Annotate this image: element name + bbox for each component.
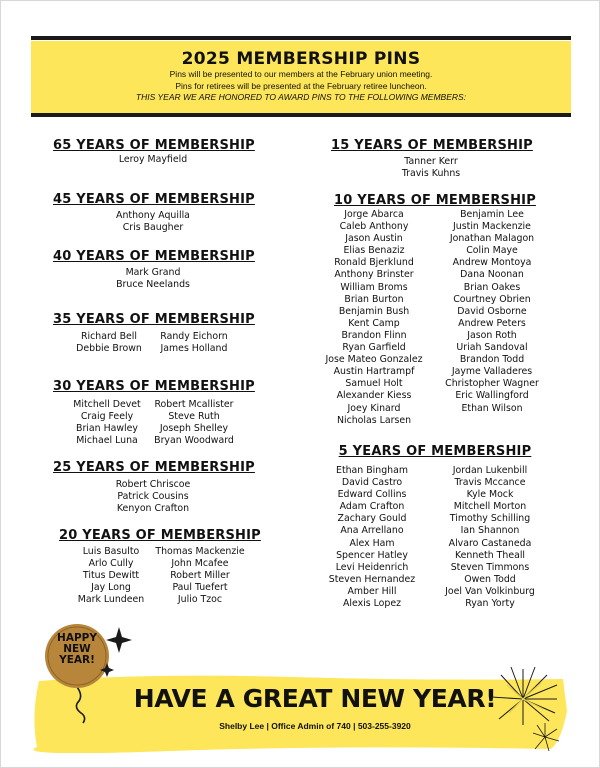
name-list	[53, 154, 253, 166]
member-name: Timothy Schilling	[449, 513, 531, 525]
member-name: Michael Luna	[76, 435, 138, 447]
member-name: Thomas Mackenzie	[155, 546, 245, 557]
member-name: Bruce Neelands	[116, 279, 190, 291]
member-name: Patrick Cousins	[117, 491, 189, 503]
section-45-years	[53, 192, 253, 234]
member-name: Levi Heidenrich	[335, 561, 409, 573]
section-5-years	[317, 444, 553, 610]
section-title: 65 YEARS OF MEMBERSHIP	[53, 138, 255, 153]
name-list	[53, 267, 253, 291]
member-name: Elias Benaziz	[343, 245, 405, 257]
member-name: Paul Tuefert	[172, 582, 228, 594]
member-name: Robert Chriscoe	[115, 479, 191, 490]
member-name: Kyle Mock	[466, 489, 514, 501]
header-banner	[31, 41, 571, 113]
header-bottom-rule	[31, 113, 571, 117]
member-name: Ana Arrellano	[340, 525, 404, 537]
member-name: Steven Hernandez	[328, 573, 416, 585]
section-title: 30 YEARS OF MEMBERSHIP	[53, 379, 255, 394]
member-name: David Castro	[341, 477, 403, 489]
section-title: 10 YEARS OF MEMBERSHIP	[334, 193, 536, 208]
badge-line-1: HAPPY	[57, 632, 97, 644]
member-name: Christopher Wagner	[445, 378, 539, 390]
member-name: Joey Kinard	[347, 402, 401, 414]
member-name: Nicholas Larsen	[336, 414, 412, 426]
section-title: 25 YEARS OF MEMBERSHIP	[53, 460, 255, 475]
member-name: Andrew Peters	[458, 317, 526, 329]
member-name: James Holland	[160, 343, 228, 355]
name-columns	[53, 331, 253, 355]
header-line-1: Pins will be presented to our members at the February union meeting.	[169, 69, 433, 79]
name-column-2	[150, 331, 238, 355]
member-name: Mark Grand	[125, 267, 181, 278]
member-name: Luis Basulto	[82, 546, 140, 557]
member-name: Bryan Woodward	[154, 435, 234, 447]
header-line-3: THIS YEAR WE ARE HONORED TO AWARD PINS TO THE FOLLOWING MEMBERS:	[135, 92, 467, 102]
member-name: Alexander Kiess	[336, 390, 412, 402]
member-name: Benjamin Lee	[460, 209, 524, 220]
member-name: David Osborne	[457, 305, 527, 317]
member-name: Cris Baugher	[122, 222, 184, 234]
section-title: 40 YEARS OF MEMBERSHIP	[53, 249, 255, 264]
member-name: Owen Todd	[464, 573, 516, 585]
member-name: Austin Hartrampf	[333, 366, 415, 378]
member-name: Travis Mccance	[454, 477, 526, 489]
member-name: Courtney Obrien	[453, 293, 531, 305]
member-name: Robert Miller	[170, 570, 230, 582]
member-name: Samuel Holt	[345, 378, 403, 390]
name-column-1	[317, 465, 427, 610]
member-name: Adam Crafton	[339, 501, 405, 513]
member-name: Alex Ham	[349, 537, 395, 549]
member-name: Brandon Flinn	[341, 329, 407, 341]
member-name: Mitchell Devet	[73, 399, 141, 410]
member-name: Ethan Wilson	[461, 402, 523, 414]
section-30-years	[53, 379, 253, 447]
member-name: Dana Noonan	[460, 269, 524, 281]
fireworks-icon	[483, 663, 565, 753]
name-list	[331, 156, 531, 180]
member-name: Alexis Lopez	[342, 598, 402, 610]
member-name: Amber Hill	[347, 585, 397, 597]
member-name: Brian Oakes	[463, 281, 521, 293]
name-list	[53, 210, 253, 234]
member-name: Justin Mackenzie	[453, 221, 531, 233]
section-15-years	[331, 138, 531, 180]
member-name: Mark Lundeen	[77, 594, 145, 606]
member-name: Jason Austin	[345, 233, 403, 245]
footer-title: HAVE A GREAT NEW YEAR!	[133, 684, 497, 713]
member-name: Mitchell Morton	[453, 501, 527, 513]
member-name: Brian Burton	[344, 293, 404, 305]
member-name: Kenyon Crafton	[116, 503, 190, 515]
member-name: Colin Maye	[466, 245, 518, 257]
member-name: Brandon Todd	[459, 354, 525, 366]
section-25-years	[53, 460, 253, 515]
name-column-1	[70, 546, 152, 606]
header-line-2: Pins for retirees will be presented at the February retiree luncheon.	[175, 80, 427, 91]
badge-line-3: YEAR!	[59, 654, 95, 666]
member-name: Arlo Cully	[88, 558, 134, 570]
member-name: Richard Bell	[81, 331, 137, 342]
member-name: Brian Hawley	[76, 423, 138, 435]
name-list	[53, 479, 253, 515]
member-name: Ryan Garfield	[342, 342, 406, 354]
member-name: Randy Eichorn	[160, 331, 228, 342]
member-name: Jose Mateo Gonzalez	[325, 354, 423, 366]
name-columns	[317, 209, 553, 427]
section-65-years	[53, 138, 253, 166]
member-name: Jordan Lukenbill	[452, 465, 528, 476]
member-name: Zachary Gould	[337, 513, 407, 525]
member-name: Jorge Abarca	[344, 209, 404, 220]
member-name: Steven Timmons	[450, 561, 530, 573]
section-40-years	[53, 249, 253, 291]
section-title: 5 YEARS OF MEMBERSHIP	[338, 444, 532, 459]
name-column-2	[431, 209, 553, 427]
member-name: Ryan Yorty	[465, 598, 515, 610]
member-name: Titus Dewitt	[82, 570, 140, 582]
member-name: Leroy Mayfield	[118, 154, 188, 165]
section-35-years	[53, 312, 253, 355]
section-title: 20 YEARS OF MEMBERSHIP	[59, 528, 261, 543]
name-column-1	[66, 399, 148, 447]
member-name: Travis Kuhns	[401, 168, 461, 180]
member-name: Ethan Bingham	[336, 465, 408, 476]
member-name: Edward Collins	[337, 489, 407, 501]
member-name: Ronald Bjerklund	[334, 257, 414, 269]
name-column-2	[427, 465, 553, 610]
name-column-2	[148, 399, 240, 447]
member-name: John Mcafee	[171, 558, 229, 570]
member-name: Steve Ruth	[168, 411, 220, 423]
member-name: Spencer Hatley	[336, 549, 408, 561]
member-name: Anthony Brinster	[334, 269, 414, 281]
member-name: Kenneth Theall	[454, 549, 526, 561]
member-name: Andrew Montoya	[452, 257, 532, 269]
happy-new-year-badge	[45, 633, 109, 666]
member-name: Uriah Sandoval	[456, 342, 528, 354]
member-name: Jay Long	[91, 582, 131, 594]
member-name: Alvaro Castaneda	[448, 537, 532, 549]
section-10-years	[317, 193, 553, 427]
name-columns	[59, 546, 259, 606]
name-column-1	[68, 331, 150, 355]
section-title: 15 YEARS OF MEMBERSHIP	[331, 138, 533, 153]
section-title: 45 YEARS OF MEMBERSHIP	[53, 192, 255, 207]
member-name: Benjamin Bush	[338, 305, 410, 317]
name-columns	[53, 399, 253, 447]
member-name: Tanner Kerr	[404, 156, 458, 167]
member-name: Robert Mcallister	[154, 399, 234, 410]
footer-contact: Shelby Lee | Office Admin of 740 | 503-255-3920	[219, 721, 411, 731]
badge-line-2: NEW	[63, 643, 91, 655]
member-name: Joseph Shelley	[159, 423, 229, 435]
member-name: Julio Tzoc	[177, 594, 223, 606]
name-columns	[317, 465, 553, 610]
member-name: Caleb Anthony	[339, 221, 409, 233]
member-name: Eric Wallingford	[455, 390, 529, 402]
member-name: Debbie Brown	[76, 343, 142, 355]
member-name: Kent Camp	[348, 317, 400, 329]
name-column-1	[317, 209, 431, 427]
member-name: Jason Roth	[467, 329, 517, 341]
section-title: 35 YEARS OF MEMBERSHIP	[53, 312, 255, 327]
page-title: 2025 MEMBERSHIP PINS	[181, 49, 421, 69]
member-name: Jonathan Malagon	[449, 233, 535, 245]
member-name: Jayme Valladeres	[451, 366, 533, 378]
member-name: Craig Feely	[80, 411, 134, 423]
member-name: William Broms	[340, 281, 408, 293]
member-name: Ian Shannon	[460, 525, 520, 537]
header-top-rule	[31, 36, 571, 40]
section-20-years	[59, 528, 259, 606]
member-name: Anthony Aquilla	[116, 210, 190, 221]
name-column-2	[152, 546, 248, 606]
member-name: Joel Van Volkinburg	[445, 585, 535, 597]
